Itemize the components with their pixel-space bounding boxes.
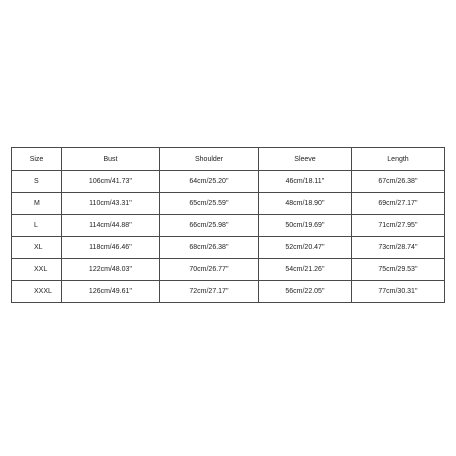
shoulder-cell: 65cm/25.59''	[160, 193, 259, 215]
sleeve-cell: 46cm/18.11''	[259, 171, 352, 193]
size-cell: L	[12, 215, 62, 237]
bust-cell: 106cm/41.73''	[62, 171, 160, 193]
length-cell: 69cm/27.17''	[352, 193, 445, 215]
size-cell: XL	[12, 237, 62, 259]
length-cell: 71cm/27.95''	[352, 215, 445, 237]
shoulder-cell: 72cm/27.17''	[160, 281, 259, 303]
header-row	[12, 148, 445, 171]
sleeve-cell: 52cm/20.47''	[259, 237, 352, 259]
bust-cell: 118cm/46.46''	[62, 237, 160, 259]
table-row	[12, 215, 445, 237]
header-bust: Bust	[62, 148, 160, 171]
shoulder-cell: 68cm/26.38''	[160, 237, 259, 259]
size-cell: M	[12, 193, 62, 215]
table-row	[12, 171, 445, 193]
header-sleeve: Sleeve	[259, 148, 352, 171]
size-chart-table	[11, 147, 445, 303]
sleeve-cell: 48cm/18.90''	[259, 193, 352, 215]
table-row	[12, 281, 445, 303]
shoulder-cell: 70cm/26.77''	[160, 259, 259, 281]
size-cell: XXL	[12, 259, 62, 281]
table-row	[12, 193, 445, 215]
table-row	[12, 259, 445, 281]
bust-cell: 114cm/44.88''	[62, 215, 160, 237]
header-size: Size	[12, 148, 62, 171]
header-length: Length	[352, 148, 445, 171]
length-cell: 73cm/28.74''	[352, 237, 445, 259]
bust-cell: 110cm/43.31''	[62, 193, 160, 215]
length-cell: 77cm/30.31''	[352, 281, 445, 303]
shoulder-cell: 64cm/25.20''	[160, 171, 259, 193]
size-cell: S	[12, 171, 62, 193]
bust-cell: 126cm/49.61''	[62, 281, 160, 303]
bust-cell: 122cm/48.03''	[62, 259, 160, 281]
length-cell: 75cm/29.53''	[352, 259, 445, 281]
table-row	[12, 237, 445, 259]
header-shoulder: Shoulder	[160, 148, 259, 171]
length-cell: 67cm/26.38''	[352, 171, 445, 193]
size-cell: XXXL	[12, 281, 62, 303]
sleeve-cell: 54cm/21.26''	[259, 259, 352, 281]
sleeve-cell: 50cm/19.69''	[259, 215, 352, 237]
sleeve-cell: 56cm/22.05''	[259, 281, 352, 303]
shoulder-cell: 66cm/25.98''	[160, 215, 259, 237]
